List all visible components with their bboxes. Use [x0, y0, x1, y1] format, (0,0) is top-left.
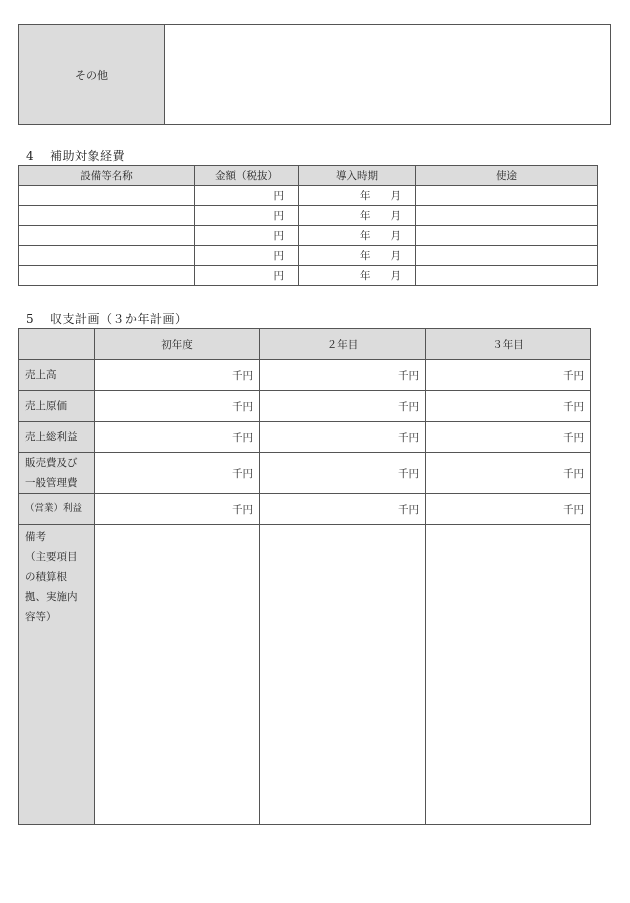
- note-line: の積算根: [25, 571, 67, 583]
- expense-use-cell[interactable]: [416, 206, 598, 226]
- year-unit: 年: [359, 270, 371, 282]
- expense-row: [19, 206, 598, 226]
- month-unit: 月: [390, 230, 401, 242]
- section4-heading: [26, 147, 125, 164]
- note-line: 拠、実施内: [25, 591, 78, 603]
- plan-row-cost: [19, 391, 591, 422]
- plan-row-sales: [19, 360, 591, 391]
- plan-label-gross-profit: 売上総利益: [19, 422, 95, 453]
- expense-use-cell[interactable]: [416, 246, 598, 266]
- plan-note-cell-year1[interactable]: [95, 525, 260, 825]
- expense-header-name: 設備等名称: [19, 166, 195, 186]
- plan-value-cell[interactable]: 千円: [260, 391, 426, 422]
- expense-date-cell[interactable]: [299, 186, 416, 206]
- note-line: 容等）: [25, 611, 57, 623]
- year-unit: 年: [359, 190, 371, 202]
- plan-header-year2: ２年目: [260, 329, 426, 360]
- plan-value-cell[interactable]: 千円: [95, 453, 260, 494]
- plan-value-cell[interactable]: 千円: [95, 360, 260, 391]
- expense-use-cell[interactable]: [416, 266, 598, 286]
- month-unit: 月: [390, 250, 401, 262]
- plan-header-year3: ３年目: [426, 329, 591, 360]
- section5-number: 5: [26, 312, 35, 326]
- section4-number: 4: [26, 149, 35, 163]
- expense-name-cell[interactable]: [19, 186, 195, 206]
- plan-label-notes: [19, 525, 95, 825]
- expense-table: [18, 165, 598, 286]
- plan-value-cell[interactable]: 千円: [426, 422, 591, 453]
- plan-header-blank: [19, 329, 95, 360]
- expense-use-cell[interactable]: [416, 186, 598, 206]
- plan-value-cell[interactable]: 千円: [426, 391, 591, 422]
- plan-label-sga-line2: 一般管理費: [25, 477, 78, 489]
- expense-date-cell[interactable]: [299, 206, 416, 226]
- section5-title: 収支計画（３か年計画）: [50, 312, 188, 326]
- plan-label-cost: 売上原価: [19, 391, 95, 422]
- plan-table: [18, 328, 591, 825]
- plan-value-cell[interactable]: 千円: [260, 494, 426, 525]
- expense-header-amount: 金額（税抜）: [195, 166, 299, 186]
- expense-amount-cell[interactable]: 円: [195, 186, 299, 206]
- expense-name-cell[interactable]: [19, 206, 195, 226]
- expense-use-cell[interactable]: [416, 226, 598, 246]
- month-unit: 月: [390, 270, 401, 282]
- expense-header-date: 導入時期: [299, 166, 416, 186]
- plan-label-sga: [19, 453, 95, 494]
- expense-amount-cell[interactable]: 円: [195, 226, 299, 246]
- plan-value-cell[interactable]: 千円: [260, 360, 426, 391]
- month-unit: 月: [390, 210, 401, 222]
- expense-amount-cell[interactable]: 円: [195, 266, 299, 286]
- expense-date-cell[interactable]: [299, 226, 416, 246]
- expense-header-use: 使途: [416, 166, 598, 186]
- expense-date-cell[interactable]: [299, 246, 416, 266]
- other-table: [18, 24, 611, 125]
- other-content[interactable]: [165, 25, 611, 125]
- note-line: 備考: [25, 531, 46, 543]
- expense-name-cell[interactable]: [19, 266, 195, 286]
- plan-row-operating-profit: [19, 494, 591, 525]
- year-unit: 年: [359, 210, 371, 222]
- plan-note-cell-year3[interactable]: [426, 525, 591, 825]
- expense-name-cell[interactable]: [19, 246, 195, 266]
- plan-row-gross-profit: [19, 422, 591, 453]
- section5-heading: [26, 310, 188, 327]
- expense-row: [19, 226, 598, 246]
- note-line: （主要項目: [25, 551, 78, 563]
- expense-name-cell[interactable]: [19, 226, 195, 246]
- plan-label-operating-profit: （営業）利益: [19, 494, 95, 525]
- plan-label-sga-line1: 販売費及び: [25, 457, 78, 469]
- plan-value-cell[interactable]: 千円: [426, 453, 591, 494]
- plan-row-notes: [19, 525, 591, 825]
- expense-row: [19, 266, 598, 286]
- plan-value-cell[interactable]: 千円: [426, 494, 591, 525]
- plan-label-sales: 売上高: [19, 360, 95, 391]
- plan-row-sga: [19, 453, 591, 494]
- year-unit: 年: [359, 230, 371, 242]
- other-label: その他: [19, 25, 165, 125]
- plan-header-year1: 初年度: [95, 329, 260, 360]
- plan-value-cell[interactable]: 千円: [95, 391, 260, 422]
- expense-amount-cell[interactable]: 円: [195, 246, 299, 266]
- expense-date-cell[interactable]: [299, 266, 416, 286]
- plan-value-cell[interactable]: 千円: [95, 494, 260, 525]
- plan-value-cell[interactable]: 千円: [260, 453, 426, 494]
- month-unit: 月: [390, 190, 401, 202]
- expense-row: [19, 246, 598, 266]
- plan-note-cell-year2[interactable]: [260, 525, 426, 825]
- expense-row: [19, 186, 598, 206]
- expense-amount-cell[interactable]: 円: [195, 206, 299, 226]
- plan-value-cell[interactable]: 千円: [95, 422, 260, 453]
- plan-value-cell[interactable]: 千円: [260, 422, 426, 453]
- year-unit: 年: [359, 250, 371, 262]
- section4-title: 補助対象経費: [50, 149, 126, 163]
- plan-value-cell[interactable]: 千円: [426, 360, 591, 391]
